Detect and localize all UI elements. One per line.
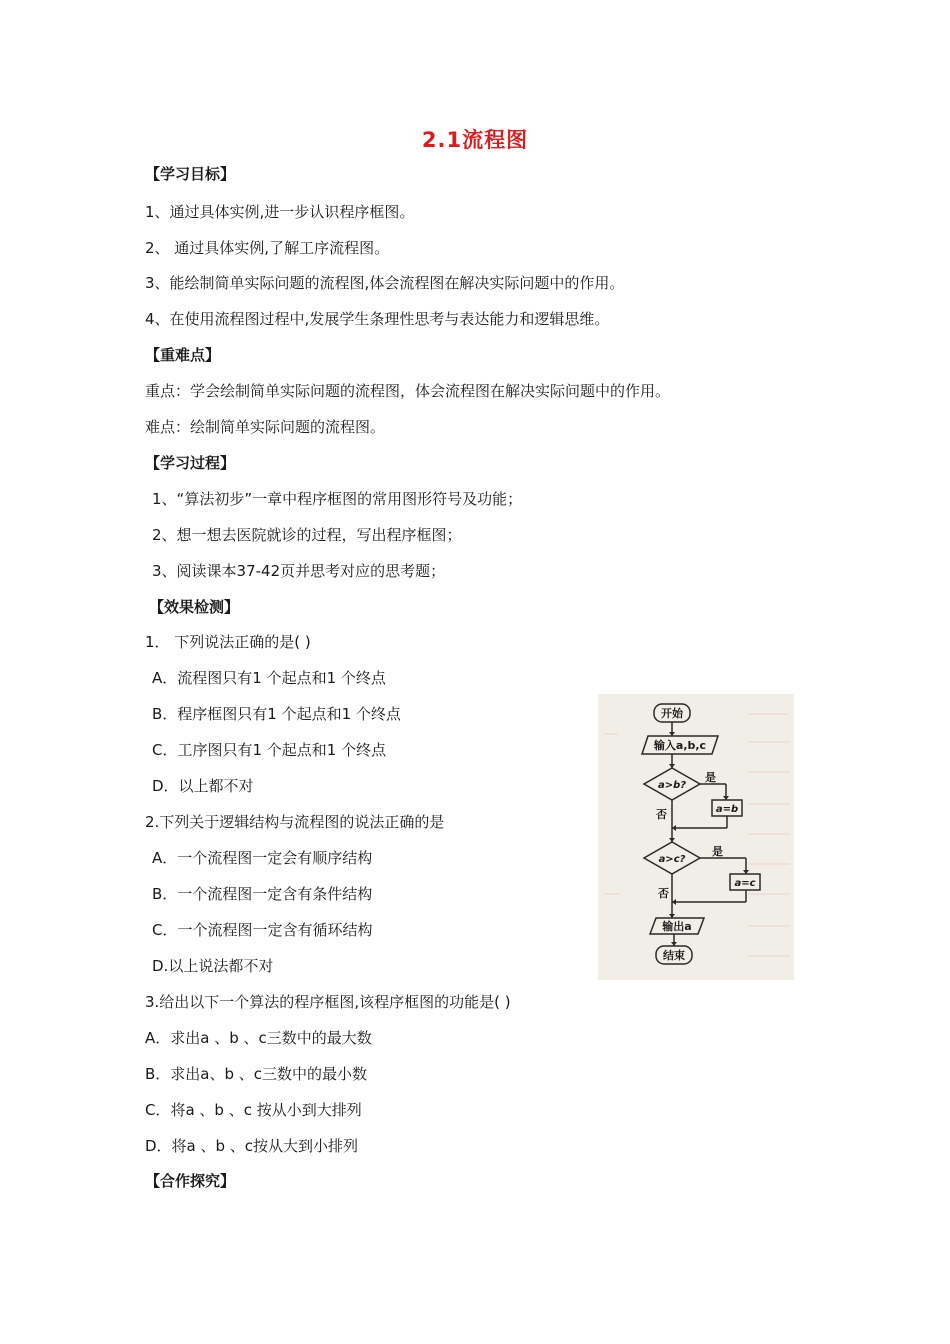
question-3-option-d: D．将a 、b 、c按从大到小排列 bbox=[145, 1137, 359, 1155]
question-2-stem: 2.下列关于逻辑结构与流程图的说法正确的是 bbox=[145, 813, 445, 831]
question-3-stem: 3.给出以下一个算法的程序框图,该程序框图的功能是( ) bbox=[145, 993, 511, 1011]
page-title: 2.1流程图 bbox=[421, 128, 529, 152]
key-point: 重点：学会绘制简单实际问题的流程图，体会流程图在解决实际问题中的作用。 bbox=[145, 382, 671, 400]
question-1-option-c: C．工序图只有1 个起点和1 个终点 bbox=[152, 741, 387, 759]
process-item: 3、阅读课本37-42页并思考对应的思考题； bbox=[152, 562, 446, 580]
process-item: 2、想一想去医院就诊的过程，写出程序框图； bbox=[152, 526, 462, 544]
arrowhead bbox=[669, 764, 675, 768]
goals-heading: 【学习目标】 bbox=[145, 165, 236, 183]
question-2-option-d: D.以上说法都不对 bbox=[152, 957, 274, 975]
flowchart-assign1-label: a=b bbox=[715, 804, 739, 815]
check-heading: 【效果检测】 bbox=[149, 598, 240, 616]
flowchart-cond1-label: a>b? bbox=[657, 780, 687, 791]
flowchart-yes2-label: 是 bbox=[712, 845, 723, 858]
question-1-stem: 1． 下列说法正确的是( ) bbox=[145, 633, 311, 651]
process-heading: 【学习过程】 bbox=[145, 454, 236, 472]
goal-item: 3、能绘制简单实际问题的流程图,体会流程图在解决实际问题中的作用。 bbox=[145, 274, 625, 292]
flowchart-cond2-label: a>c? bbox=[658, 854, 686, 865]
goal-item: 2、 通过具体实例,了解工序流程图。 bbox=[145, 239, 390, 257]
question-1-option-d: D．以上都不对 bbox=[152, 777, 254, 795]
flowchart-yes1-label: 是 bbox=[705, 771, 716, 784]
goal-item: 4、在使用流程图过程中,发展学生条理性思考与表达能力和逻辑思维。 bbox=[145, 310, 610, 328]
question-2-option-b: B．一个流程图一定含有条件结构 bbox=[152, 885, 373, 903]
coop-heading: 【合作探究】 bbox=[145, 1172, 236, 1190]
question-2-option-c: C．一个流程图一定含有循环结构 bbox=[152, 921, 373, 939]
flowchart-no1-label: 否 bbox=[656, 808, 667, 821]
flowchart-input-label: 输入a,b,c bbox=[653, 739, 707, 752]
question-3-option-c: C．将a 、b 、c 按从小到大排列 bbox=[145, 1101, 362, 1119]
flowchart-no2-label: 否 bbox=[658, 887, 669, 900]
key-heading: 【重难点】 bbox=[145, 346, 221, 364]
arrowhead bbox=[669, 838, 675, 842]
flowchart-output-label: 输出a bbox=[662, 920, 692, 933]
process-item: 1、“算法初步”一章中程序框图的常用图形符号及功能； bbox=[152, 490, 523, 508]
flowchart-start-label: 开始 bbox=[661, 707, 683, 720]
question-3-option-b: B．求出a、b 、c三数中的最小数 bbox=[145, 1065, 368, 1083]
flowchart-assign2-label: a=c bbox=[734, 878, 756, 889]
question-1-option-b: B．程序框图只有1 个起点和1 个终点 bbox=[152, 705, 401, 723]
flowchart-figure bbox=[598, 694, 794, 980]
question-1-option-a: A．流程图只有1 个起点和1 个终点 bbox=[152, 669, 386, 687]
flowchart-end-label: 结束 bbox=[663, 949, 685, 962]
question-3-option-a: A．求出a 、b 、c三数中的最大数 bbox=[145, 1029, 372, 1047]
question-2-option-a: A．一个流程图一定会有顺序结构 bbox=[152, 849, 373, 867]
goal-item: 1、通过具体实例,进一步认识程序框图。 bbox=[145, 203, 415, 221]
flowchart-svg bbox=[598, 694, 794, 980]
difficult-point: 难点：绘制简单实际问题的流程图。 bbox=[145, 418, 386, 436]
